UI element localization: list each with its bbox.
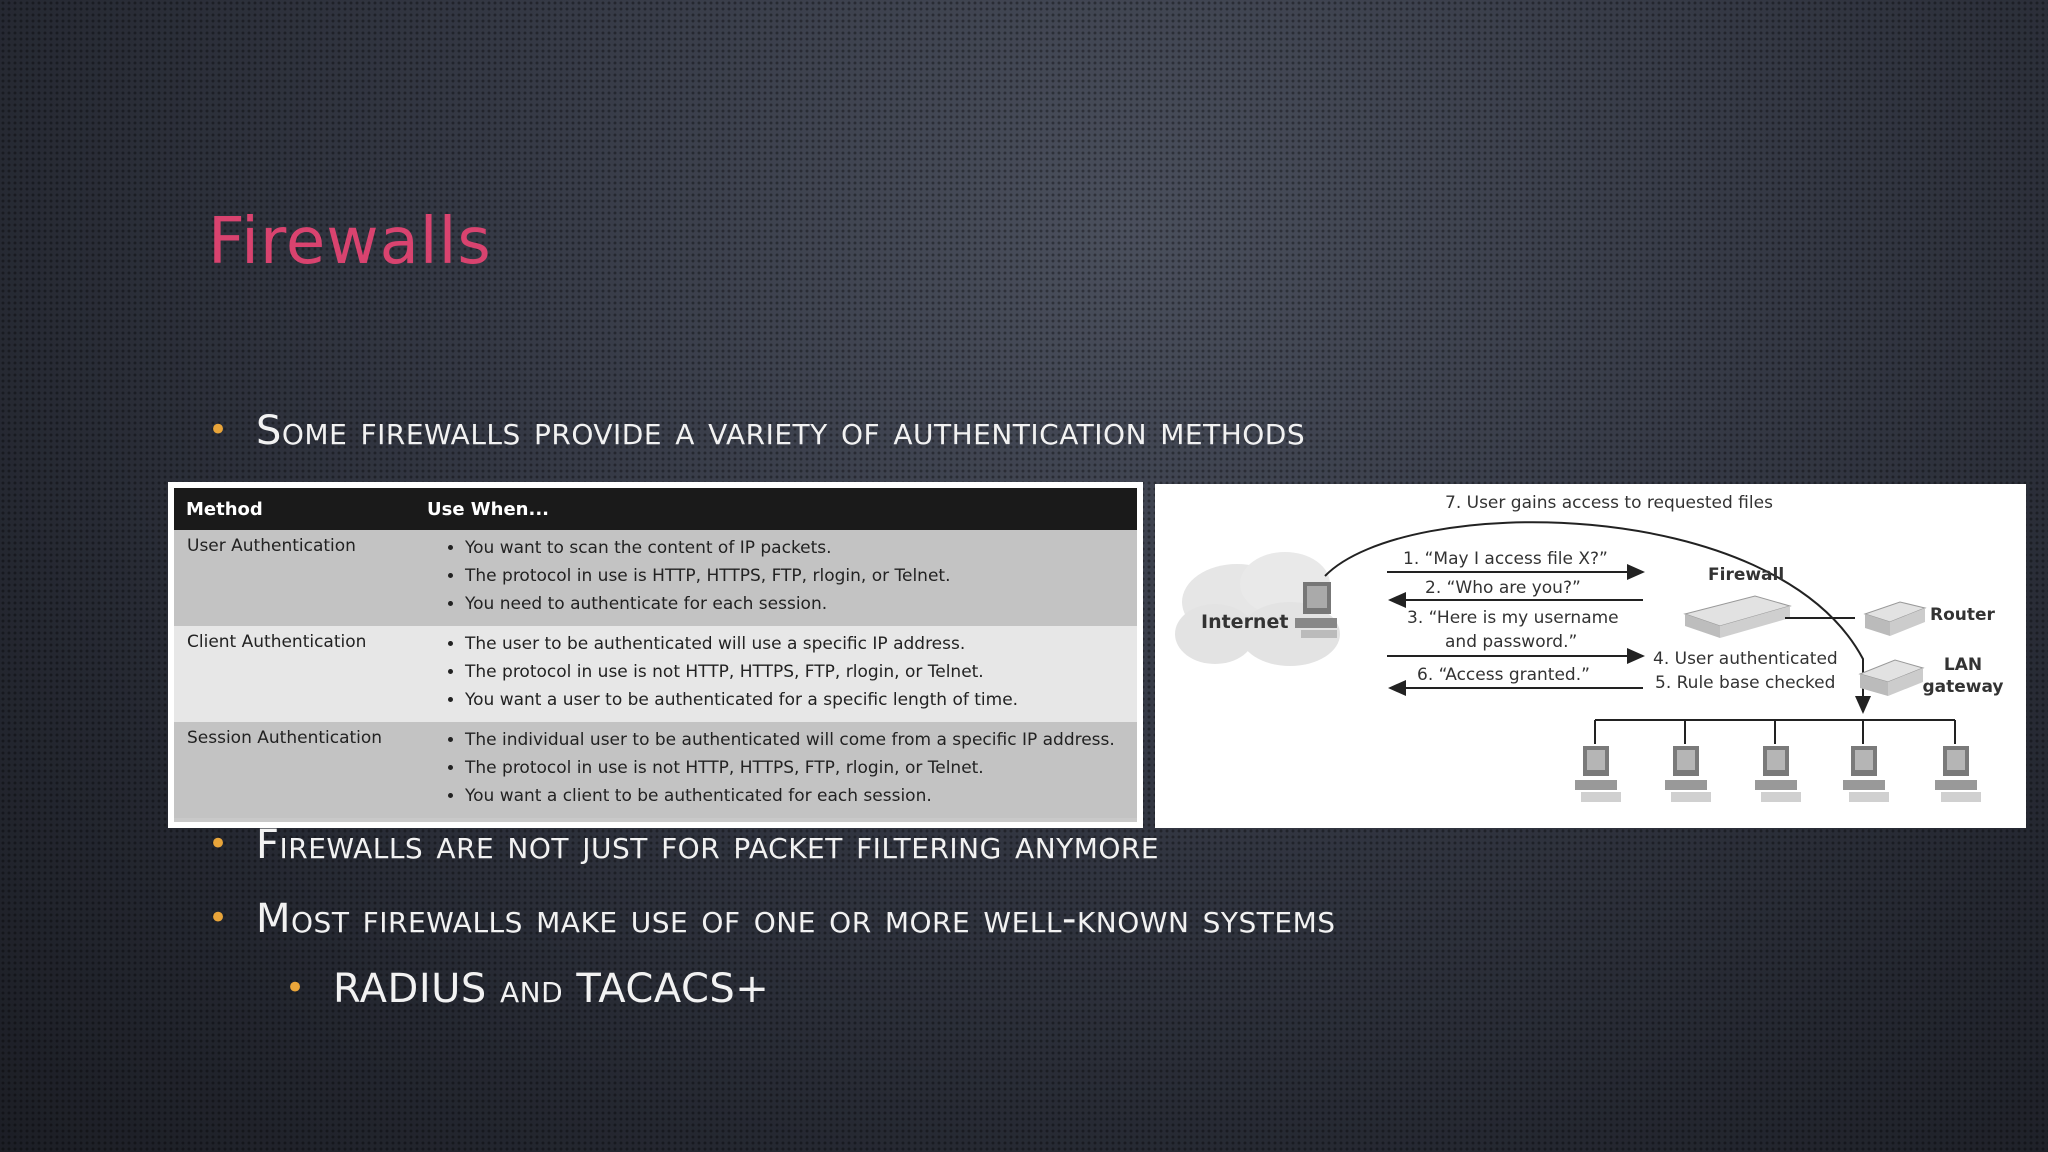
row-item: • The protocol in use is HTTP, HTTPS, FTP, rlogin, or Telnet.: [465, 564, 950, 592]
bullet-dot-icon: •: [208, 824, 229, 864]
row-item: • You want a user to be authenticated for a specific length of time.: [465, 688, 1018, 716]
step-7: 7. User gains access to requested files: [1445, 493, 1773, 513]
bullet-text: Some firewalls provide a variety of authentication methods: [256, 408, 1306, 454]
row-item: • The individual user to be authenticated will come from a specific IP address.: [465, 728, 1115, 756]
bullet-well-known-systems: [208, 896, 1336, 942]
step-5: 5. Rule base checked: [1655, 673, 1836, 693]
row-item: • You need to authenticate for each session.: [465, 592, 950, 620]
internet-label: Internet: [1201, 611, 1289, 633]
step-3b: and password.”: [1445, 632, 1578, 652]
sub-bullet-text: RADIUS and TACACS+: [333, 966, 770, 1012]
lan-computer-icon: [1665, 746, 1711, 802]
step-3a: 3. “Here is my username: [1407, 608, 1619, 628]
row-item: • You want a client to be authenticated for each session.: [465, 784, 1115, 812]
table-header: [174, 488, 1137, 530]
lan-label: LAN: [1943, 655, 1983, 675]
sub-bullet-radius-tacacs: [285, 966, 770, 1012]
gateway-device-icon: [1860, 660, 1923, 696]
table-row: [174, 530, 1137, 626]
row-method: Client Authentication: [187, 632, 367, 652]
lan-computer-icon: [1935, 746, 1981, 802]
row-item: • You want to scan the content of IP packets.: [465, 536, 950, 564]
bullet-dot-icon: •: [208, 898, 229, 938]
bullet-text: Firewalls are not just for packet filtering anymore: [256, 822, 1160, 868]
row-method: Session Authentication: [187, 728, 383, 748]
slide-title: Firewalls: [208, 205, 492, 279]
firewall-label: Firewall: [1708, 565, 1785, 585]
lan-computer-icon: [1843, 746, 1889, 802]
gateway-label: gateway: [1922, 677, 2004, 697]
lan-computer-icon: [1755, 746, 1801, 802]
firewall-auth-diagram: [1155, 484, 2026, 828]
bullet-dot-icon: •: [285, 968, 306, 1008]
table-row: [174, 722, 1137, 818]
step-4: 4. User authenticated: [1653, 649, 1838, 669]
step-2: 2. “Who are you?”: [1425, 578, 1581, 598]
table-row: [174, 626, 1137, 722]
router-device-icon: [1865, 602, 1925, 636]
row-item: • The user to be authenticated will use a specific IP address.: [465, 632, 1018, 660]
bullet-text: Most firewalls make use of one or more well-known systems: [256, 896, 1336, 942]
header-method: Method: [186, 498, 263, 520]
firewall-device-icon: [1685, 596, 1790, 638]
bullet-dot-icon: •: [208, 410, 229, 450]
row-item: • The protocol in use is not HTTP, HTTPS, FTP, rlogin, or Telnet.: [465, 660, 1018, 688]
header-use-when: Use When...: [427, 498, 550, 520]
row-item: • The protocol in use is not HTTP, HTTPS, FTP, rlogin, or Telnet.: [465, 756, 1115, 784]
lan-computer-icon: [1575, 746, 1621, 802]
row-method: User Authentication: [187, 536, 356, 556]
auth-methods-table: [168, 482, 1143, 828]
step-6: 6. “Access granted.”: [1417, 665, 1590, 685]
step-1: 1. “May I access file X?”: [1403, 549, 1608, 569]
bullet-not-just-packet-filtering: [208, 822, 1160, 868]
router-label: Router: [1930, 605, 1995, 625]
bullet-auth-methods: [208, 408, 1306, 454]
